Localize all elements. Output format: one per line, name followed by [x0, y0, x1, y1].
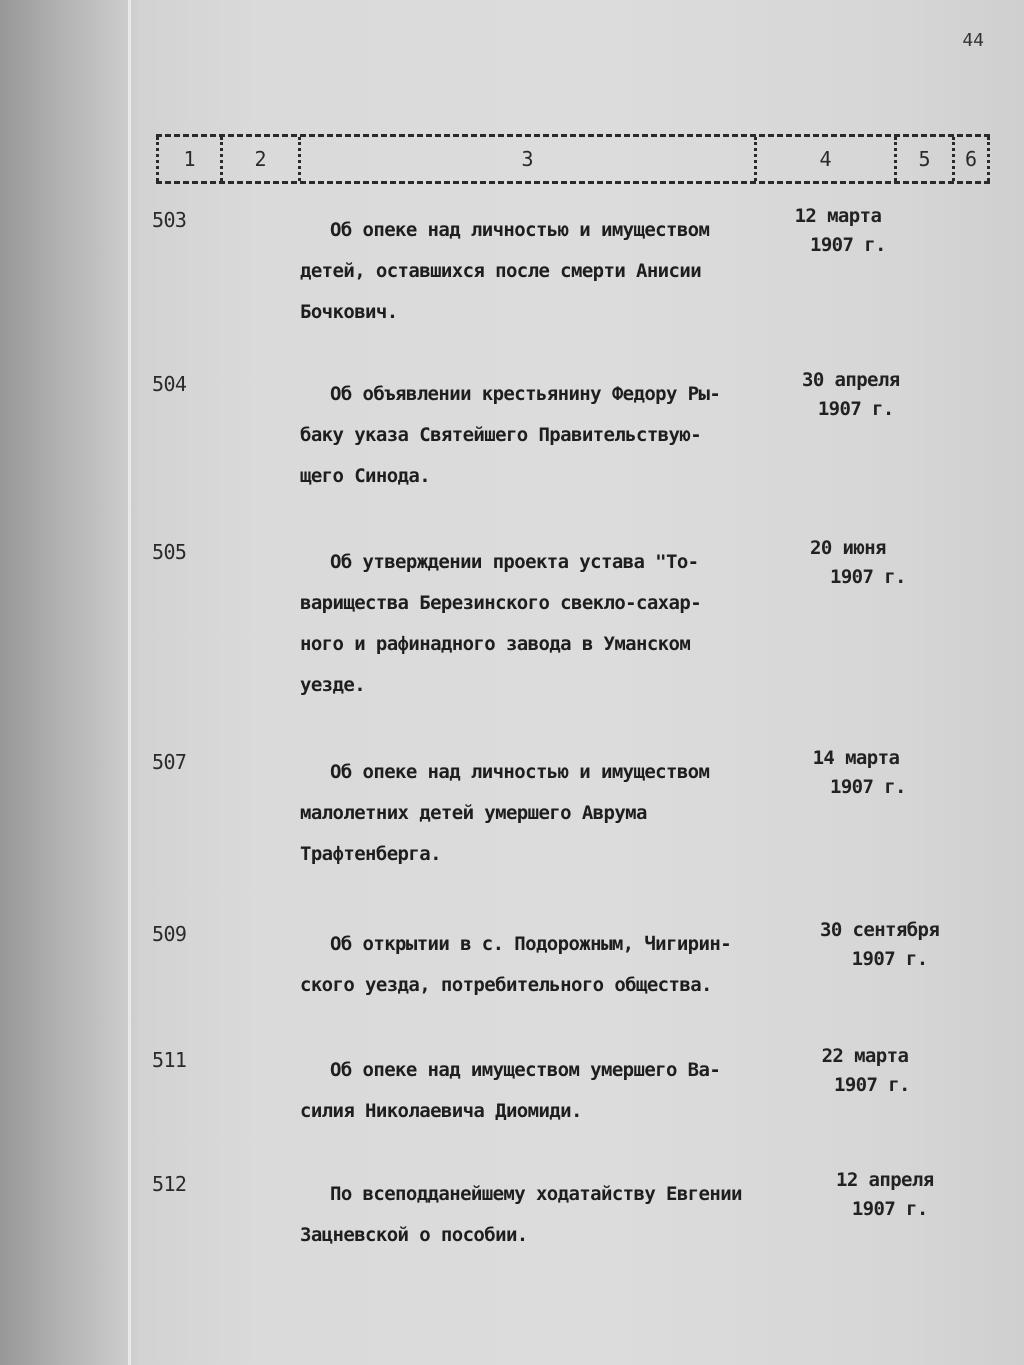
case-number: 504: [152, 372, 187, 396]
column-2-header: 2: [220, 137, 298, 181]
case-description: [300, 1050, 800, 1132]
column-6-header: 6: [952, 137, 990, 181]
case-description: [300, 924, 800, 1006]
page-fold: [128, 0, 131, 1365]
column-5-header: 5: [894, 137, 952, 181]
case-date: [806, 744, 906, 802]
case-date: [790, 202, 886, 260]
description-line: силия Николаевича Диомиди.: [300, 1100, 582, 1122]
case-number: 511: [152, 1048, 187, 1072]
case-date: [836, 1166, 934, 1224]
case-number: 505: [152, 540, 187, 564]
case-number: 507: [152, 750, 187, 774]
case-date: [820, 1042, 910, 1100]
page-number: 44: [962, 30, 984, 51]
date-year: 1907 г.: [830, 566, 906, 588]
description-line: детей, оставшихся после смерти Анисии: [300, 260, 702, 282]
date-day: 20 июня: [810, 537, 886, 559]
case-number: 512: [152, 1172, 187, 1196]
description-line: малолетних детей умершего Аврума: [300, 802, 647, 824]
column-4-header: 4: [754, 137, 894, 181]
case-number: 503: [152, 208, 187, 232]
case-date: [802, 366, 900, 424]
description-line: Трафтенберга.: [300, 843, 441, 865]
case-description: [300, 752, 800, 875]
column-3-header: 3: [298, 137, 754, 181]
date-year: 1907 г.: [817, 398, 894, 420]
case-description: [300, 210, 800, 333]
case-number: 509: [152, 922, 187, 946]
date-day: 22 марта: [821, 1045, 909, 1067]
date-year: 1907 г.: [810, 234, 886, 256]
date-day: 12 апреля: [836, 1169, 934, 1191]
date-day: 12 марта: [794, 205, 882, 227]
description-line: уезде.: [300, 674, 366, 696]
date-year: 1907 г.: [834, 1074, 910, 1096]
description-line: По всеподданейшему ходатайству Евгении: [330, 1183, 742, 1205]
date-day: 30 сентября: [820, 919, 940, 941]
description-line: Об опеке над личностью и имуществом: [330, 761, 710, 783]
case-date: [820, 916, 939, 974]
date-day: 14 марта: [812, 747, 900, 769]
date-year: 1907 г.: [830, 776, 906, 798]
description-line: варищества Березинского свекло-сахар-: [300, 592, 702, 614]
description-line: ского уезда, потребительного общества.: [300, 974, 712, 996]
case-date: [790, 534, 906, 592]
description-line: Зацневской о пособии.: [300, 1224, 528, 1246]
description-line: щего Синода.: [300, 465, 431, 487]
description-line: Об объявлении крестьянину Федору Ры-: [330, 383, 721, 405]
date-day: 30 апреля: [802, 369, 900, 391]
description-line: Об опеке над имуществом умершего Ва-: [330, 1059, 721, 1081]
date-year: 1907 г.: [851, 948, 928, 970]
column-1-header: 1: [156, 137, 220, 181]
case-description: [300, 542, 800, 706]
description-line: Об открытии в с. Подорожным, Чигирин-: [330, 933, 732, 955]
case-description: [300, 1174, 800, 1256]
description-line: Бочкович.: [300, 301, 398, 323]
case-description: [300, 374, 800, 497]
column-header: [156, 134, 990, 184]
description-line: Об утверждении проекта устава "То-: [330, 551, 699, 573]
description-line: Об опеке над личностью и имуществом: [330, 219, 710, 241]
description-line: ного и рафинадного завода в Уманском: [300, 633, 691, 655]
date-year: 1907 г.: [851, 1198, 928, 1220]
page-shadow: [0, 0, 140, 1365]
description-line: баку указа Святейшего Правительствую-: [300, 424, 702, 446]
